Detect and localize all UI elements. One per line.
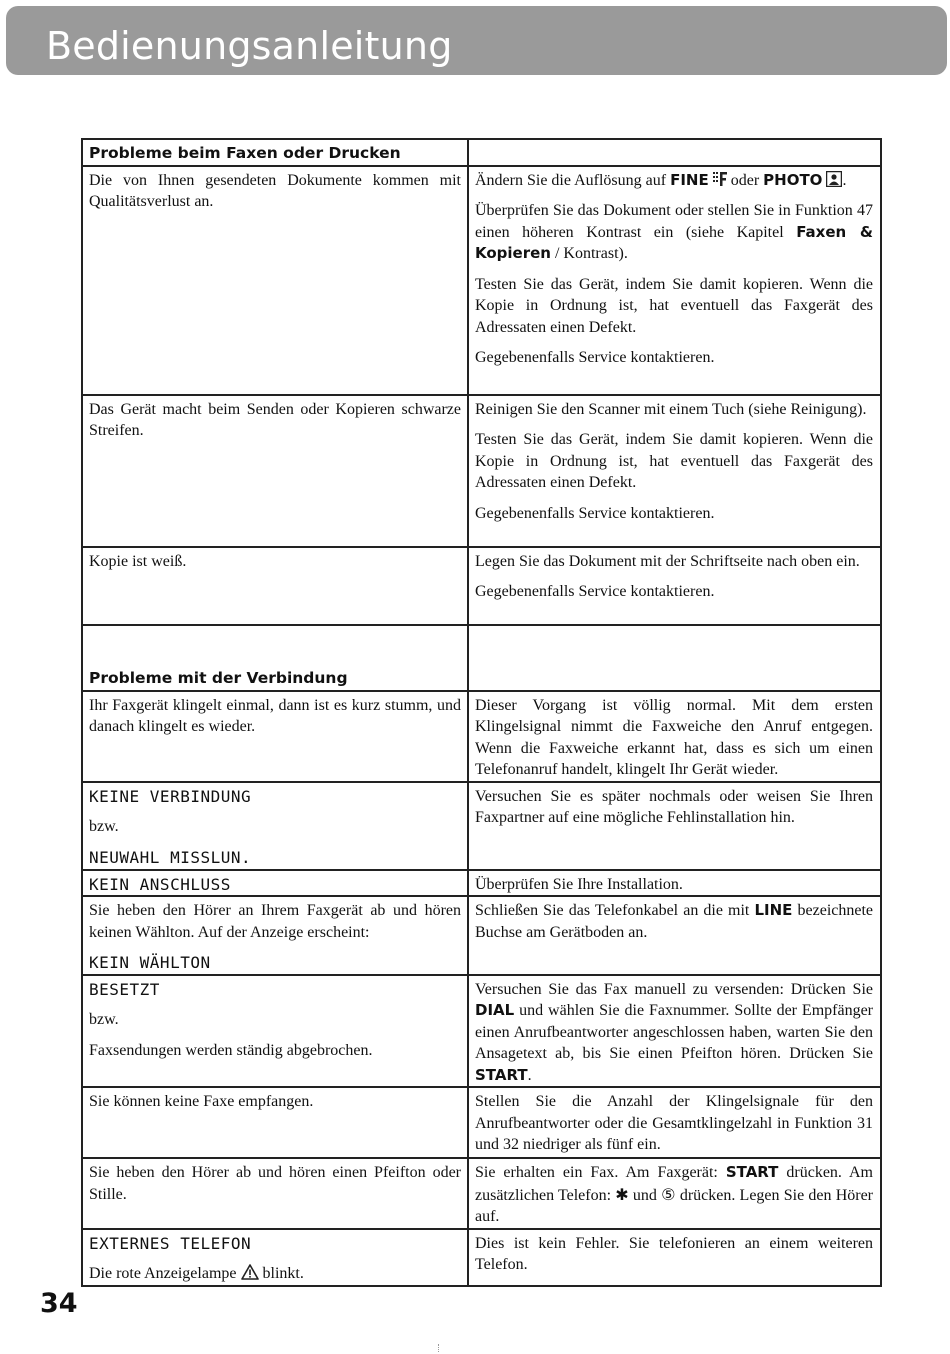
- section-title: Probleme beim Faxen oder Drucken: [89, 144, 401, 162]
- solution-text: Dies ist kein Fehler. Sie telefonieren an einem weiteren Telefon.: [475, 1234, 873, 1273]
- section-header-row: [82, 625, 881, 691]
- problem-text: Die von Ihnen gesendeten Dokumente kommen mit Qualitätsverlust an.: [89, 171, 461, 210]
- page-header-bar: [6, 6, 947, 75]
- photo-resolution-icon: [826, 171, 842, 187]
- table-row: [82, 1229, 881, 1286]
- display-message: NEUWAHL MISSLUN.: [89, 847, 252, 867]
- problem-text: Ihr Faxgerät klingelt einmal, dann ist es kurz stumm, und danach klingelt es wieder.: [89, 696, 461, 735]
- table-row: [82, 782, 881, 870]
- problem-text: bzw.: [89, 1011, 119, 1028]
- solution-text: Überprüfen Sie Ihre Installation.: [475, 875, 683, 893]
- solution-text: Gegebenenfalls Service kontaktieren.: [475, 504, 715, 522]
- display-message: KEIN WÄHLTON: [89, 953, 211, 972]
- solution-text: Versuchen Sie das Fax manuell zu versenden: Drücken Sie DIAL und wählen Sie die Faxnummer. Sollte der Empfänger einen Anrufbeantworter angeschlossen haben, warten Sie den Ansagetext ab, bis Sie einen Pfeifton hören. Drücken Sie START.: [475, 980, 873, 1084]
- solution-text: Sie erhalten ein Fax. Am Faxgerät: START drücken. Am zusätzlichen Telefon: ✱ und ⑤ drücken. Legen Sie den Hörer auf.: [475, 1163, 874, 1225]
- table-row: [82, 166, 881, 395]
- problem-text: Das Gerät macht beim Senden oder Kopieren schwarze Streifen.: [89, 400, 461, 439]
- table-row: [82, 1087, 881, 1158]
- table-row: [82, 975, 881, 1088]
- display-message: KEIN ANSCHLUSS: [89, 874, 231, 894]
- table-row: [82, 870, 881, 897]
- start-key-label: START: [725, 1163, 779, 1181]
- start-key-label: START: [475, 1065, 528, 1084]
- table-row: [82, 896, 881, 975]
- five-key-icon: ⑤: [661, 1184, 676, 1204]
- problem-text: Sie können keine Faxe empfangen.: [89, 1093, 314, 1110]
- troubleshooting-table: [81, 138, 882, 1287]
- problem-text: Sie heben den Hörer an Ihrem Faxgerät ab und hören keinen Wählton. Auf der Anzeige erscheint:: [89, 902, 461, 941]
- display-message: EXTERNES TELEFON: [89, 1233, 252, 1253]
- problem-text: Faxsendungen werden ständig abgebrochen.: [89, 1041, 373, 1059]
- solution-text: Überprüfen Sie das Dokument oder stellen Sie in Funktion 47 einen höheren Kontrast ein (siehe Kapitel Faxen & Kopieren / Kontrast).: [475, 202, 874, 262]
- faxen-kopieren-key: Faxen & Kopieren: [475, 222, 874, 262]
- star-key-icon: ✱: [615, 1184, 629, 1204]
- page-number: 34: [40, 1288, 78, 1319]
- line-key-label: LINE: [754, 901, 793, 919]
- dial-key-label: DIAL: [475, 1001, 515, 1019]
- warning-lamp-icon: [241, 1264, 259, 1280]
- problem-text: Kopie ist weiß.: [89, 552, 187, 570]
- photo-key-label: PHOTO: [763, 170, 823, 189]
- solution-text: Dieser Vorgang ist völlig normal. Mit dem ersten Klingelsignal nimmt die Faxweiche den Anruf entgegen. Wenn die Faxweiche erkannt hat, dass es sich um einen Telefonanruf handelt, klingelt Ihr Gerät wieder.: [475, 696, 873, 778]
- section-header-row: [82, 139, 881, 166]
- section-title: Probleme mit der Verbindung: [89, 669, 348, 687]
- solution-text: Gegebenenfalls Service kontaktieren.: [475, 583, 715, 600]
- fine-key-label: FINE: [670, 170, 709, 189]
- solution-text: Testen Sie das Gerät, indem Sie damit kopieren. Wenn die Kopie in Ordnung ist, hat eventuell das Faxgerät des Adressaten einen Defekt.: [475, 275, 873, 336]
- fine-resolution-icon: [713, 171, 727, 187]
- display-message: KEINE VERBINDUNG: [89, 786, 252, 806]
- solution-text: Testen Sie das Gerät, indem Sie damit kopieren. Wenn die Kopie in Ordnung ist, hat eventuell das Faxgerät des Adressaten einen Defekt.: [475, 431, 873, 491]
- solution-text: Stellen Sie die Anzahl der Klingelsignale für den Anrufbeantworter oder die Gesamtklingelzahl in Funktion 31 und 32 niedriger als fünf ein.: [475, 1093, 873, 1153]
- problem-text: bzw.: [89, 818, 119, 835]
- solution-text: Legen Sie das Dokument mit der Schriftseite nach oben ein.: [475, 552, 860, 570]
- solution-text: Reinigen Sie den Scanner mit einem Tuch (siehe Reinigung).: [475, 400, 867, 418]
- solution-text: Gegebenenfalls Service kontaktieren.: [475, 349, 715, 366]
- display-message: BESETZT: [89, 979, 160, 999]
- solution-text: Schließen Sie das Telefonkabel an die mit LINE bezeichnete Buchse am Gerätboden an.: [475, 901, 874, 941]
- footer-divider: [438, 1344, 441, 1352]
- table-row: [82, 1158, 881, 1229]
- problem-text: Die rote Anzeigelampe blinkt.: [89, 1265, 304, 1282]
- solution-text: Versuchen Sie es später nochmals oder weisen Sie Ihren Faxpartner auf eine mögliche Fehlinstallation hin.: [475, 787, 873, 826]
- solution-text: Ändern Sie die Auflösung auf FINE oder PHOTO .: [475, 170, 847, 189]
- page-header-title: Bedienungsanleitung: [46, 24, 453, 68]
- table-row: [82, 547, 881, 625]
- table-row: [82, 691, 881, 782]
- problem-text: Sie heben den Hörer ab und hören einen Pfeifton oder Stille.: [89, 1164, 461, 1203]
- table-row: [82, 395, 881, 547]
